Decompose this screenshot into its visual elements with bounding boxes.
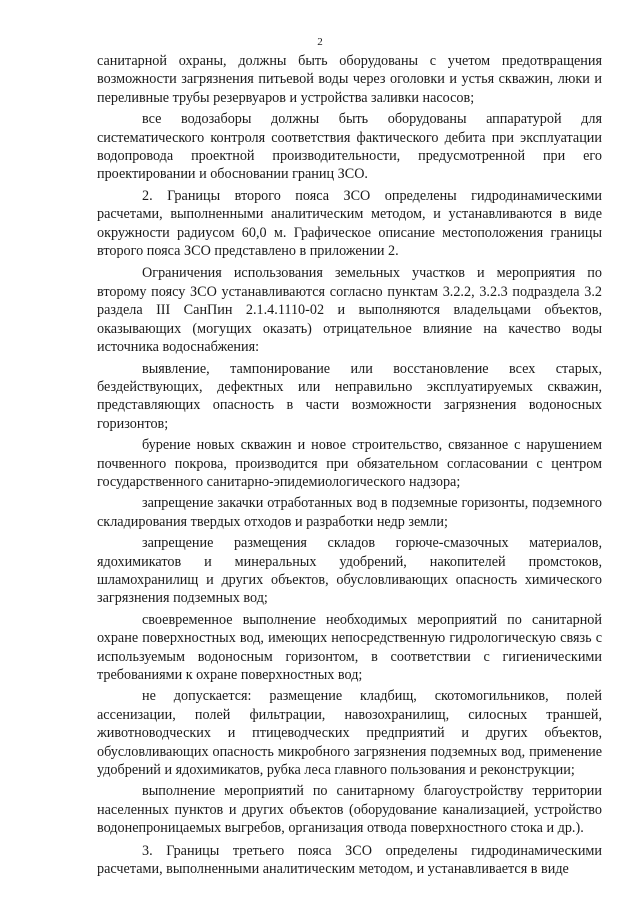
paragraph-sanitary-improvement: выполнение мероприятий по санитарному благоустройству территории населенных пунктов и других объектов (оборудование канализацией, устройство водонепроницаемых выгребов, организация отвода поверхностного стока и др.). [97, 783, 602, 837]
paragraph-injection-ban: запрещение закачки отработанных вод в подземные горизонты, подземного складирования твердых отходов и разработки недр земли; [97, 495, 602, 530]
paragraph-second-zone-restrictions: Ограничения использования земельных участков и мероприятия по второму поясу ЗСО устанавливаются согласно пунктам 3.2.2, 3.2.3 подраздела 3.2 раздела III СанПин 2.1.4.1110-02 и выполняются владельцами объектов, оказывающих (могущих оказать) отрицательное влияние на качество воды источника водоснабжения: [97, 265, 602, 356]
paragraph-continuation: санитарной охраны, должны быть оборудованы с учетом предотвращения возможности загрязнения питьевой воды через оголовки и устья скважин, люки и переливные трубы резервуаров и устройства заливки насосов; [97, 53, 602, 106]
paragraph-water-intake-equipment: все водозаборы должны быть оборудованы аппаратурой для систематического контроля соответствия фактического дебита при эксплуатации водопровода проектной производительности, предусмотренной при его проектировании и обосновании границ ЗСО. [97, 111, 602, 183]
paragraph-third-zone-boundaries: 3. Границы третьего пояса ЗСО определены гидродинамическими расчетами, выполненными аналитическим методом, и устанавливается в виде [97, 842, 602, 878]
paragraph-wells-identification: выявление, тампонирование или восстановление всех старых, бездействующих, дефектных или неправильно эксплуатируемых скважин, представляющих опасность в части возможности загрязнения водоносных горизонтов; [97, 360, 602, 432]
paragraph-surface-water-protection: своевременное выполнение необходимых мероприятий по санитарной охране поверхностных вод, имеющих непосредственную гидрологическую связь с используемым водоносным горизонтом, в соответствии с гигиеническими требованиями к охране поверхностных вод; [97, 611, 602, 683]
paragraph-second-zone-boundaries: 2. Границы второго пояса ЗСО определены гидродинамическими расчетами, выполненными аналитическим методом, и устанавливаются в виде окружности радиусом 60,0 м. Графическое описание местоположения границы второго пояса ЗСО представлено в приложении 2. [97, 187, 602, 260]
document-body [97, 52, 602, 878]
paragraph-storage-ban: запрещение размещения складов горюче-смазочных материалов, ядохимикатов и минеральных удобрений, накопителей промстоков, шламохранилищ и других объектов, обусловливающих опасность химического загрязнения подземных вод; [97, 535, 602, 607]
paragraph-new-drilling: бурение новых скважин и новое строительство, связанное с нарушением почвенного покрова, производится при обязательном согласовании с центром государственного санитарно-эпидемиологического надзора; [97, 437, 602, 490]
paragraph-not-allowed-list: не допускается: размещение кладбищ, скотомогильников, полей ассенизации, полей фильтрации, навозохранилищ, силосных траншей, животноводческих и птицеводческих предприятий и других объектов, обусловливающих опасность микробного загрязнения подземных вод, применение удобрений и ядохимикатов, рубка леса главного пользования и реконструкции; [97, 688, 602, 779]
page-number: 2 [317, 36, 323, 48]
